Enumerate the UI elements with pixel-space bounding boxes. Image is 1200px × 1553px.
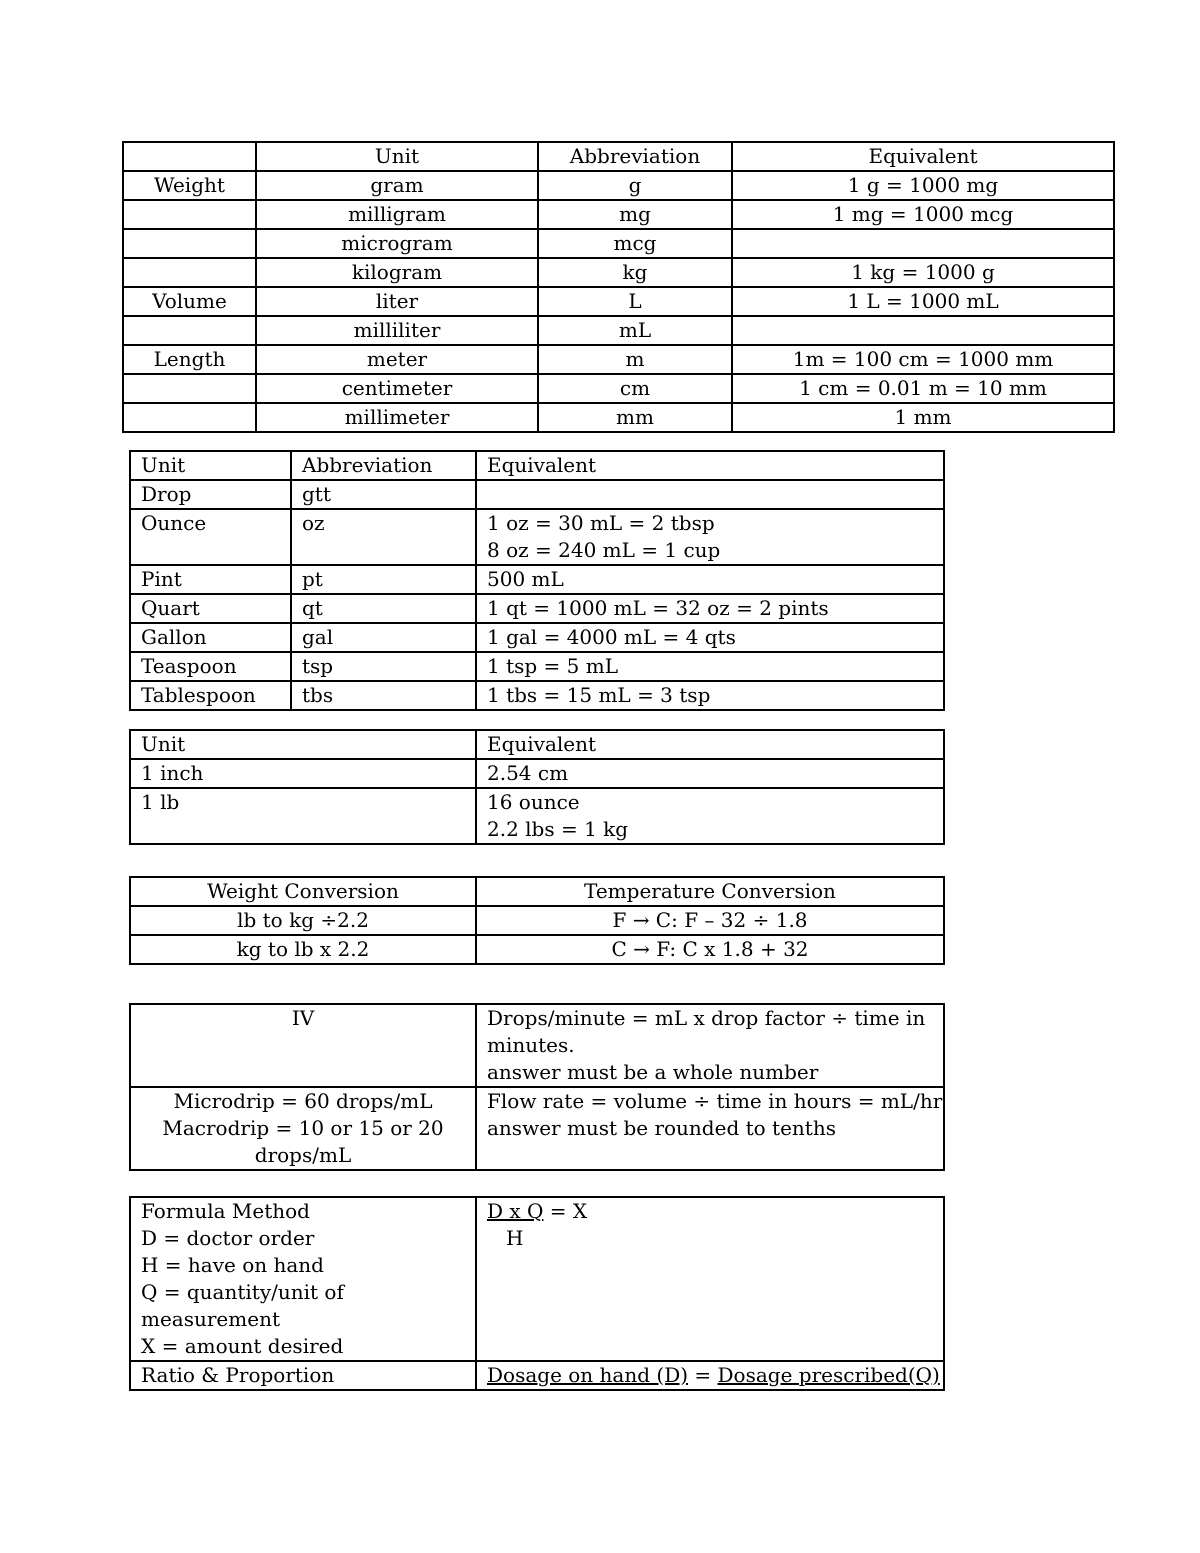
- equivalent-cell: [476, 480, 944, 509]
- formula-expression-top: [487, 1198, 933, 1225]
- table-row: [130, 759, 944, 788]
- unit-cell: Quart: [130, 594, 291, 623]
- table-row: [123, 258, 1114, 287]
- abbreviation-cell: qt: [291, 594, 476, 623]
- header-cell: Equivalent: [476, 730, 944, 759]
- equivalent-line: 16 ounce: [487, 790, 580, 814]
- table-row: [123, 287, 1114, 316]
- equivalent-cell: 1 gal = 4000 mL = 4 qts: [476, 623, 944, 652]
- equivalent-cell: 1 L = 1000 mL: [732, 287, 1114, 316]
- conversion-table: [129, 876, 945, 965]
- equivalent-cell: 1 qt = 1000 mL = 32 oz = 2 pints: [476, 594, 944, 623]
- table-row: [130, 1004, 944, 1087]
- drops-formula-cell: [476, 1004, 944, 1087]
- equivalent-cell: 1 tsp = 5 mL: [476, 652, 944, 681]
- formula-result: = X: [543, 1199, 588, 1223]
- unit-cell: centimeter: [256, 374, 538, 403]
- table-row: [130, 652, 944, 681]
- formula-line: Flow rate = volume ÷ time in hours = mL/hr: [487, 1089, 943, 1113]
- equivalent-line: 8 oz = 240 mL = 1 cup: [487, 538, 721, 562]
- equivalent-cell: 1 tbs = 15 mL = 3 tsp: [476, 681, 944, 710]
- unit-cell: 1 inch: [130, 759, 476, 788]
- table-row: [123, 345, 1114, 374]
- formula-line: answer must be rounded to tenths: [487, 1116, 836, 1140]
- table-header-row: [123, 142, 1114, 171]
- table-row: [130, 788, 944, 844]
- unit-cell: Gallon: [130, 623, 291, 652]
- method-line: H = have on hand: [141, 1253, 324, 1277]
- unit-cell: millimeter: [256, 403, 538, 432]
- unit-cell: Tablespoon: [130, 681, 291, 710]
- table-row: [130, 1087, 944, 1170]
- method-line: X = amount desired: [141, 1334, 344, 1358]
- category-cell: [123, 229, 256, 258]
- equivalent-cell: 1 kg = 1000 g: [732, 258, 1114, 287]
- unit-cell: liter: [256, 287, 538, 316]
- table-row: [123, 171, 1114, 200]
- unit-cell: Drop: [130, 480, 291, 509]
- table-row: [123, 374, 1114, 403]
- unit-cell: Ounce: [130, 509, 291, 565]
- ratio-label-cell: Ratio & Proportion: [130, 1361, 476, 1390]
- drip-rates-cell: [130, 1087, 476, 1170]
- weight-conversion-cell: kg to lb x 2.2: [130, 935, 476, 964]
- equivalent-cell: [476, 788, 944, 844]
- abbreviation-cell: cm: [538, 374, 732, 403]
- abbreviation-cell: gtt: [291, 480, 476, 509]
- equivalent-cell: [732, 229, 1114, 258]
- iv-table: [129, 1003, 945, 1171]
- unit-cell: gram: [256, 171, 538, 200]
- formula-method-table: [129, 1196, 945, 1391]
- category-cell: [123, 403, 256, 432]
- header-cell: Unit: [130, 730, 476, 759]
- equivalent-cell: 1 mm: [732, 403, 1114, 432]
- formula-line: Drops/minute = mL x drop factor ÷ time in: [487, 1006, 926, 1030]
- abbreviation-cell: kg: [538, 258, 732, 287]
- table-row: [123, 200, 1114, 229]
- formula-line: minutes.: [487, 1033, 575, 1057]
- ratio-expression-cell: [476, 1361, 944, 1390]
- table-row: [130, 935, 944, 964]
- ratio-equals: =: [688, 1363, 718, 1387]
- abbreviation-cell: m: [538, 345, 732, 374]
- formula-line: answer must be a whole number: [487, 1060, 819, 1084]
- header-cell: Temperature Conversion: [476, 877, 944, 906]
- abbreviation-cell: L: [538, 287, 732, 316]
- category-cell: Weight: [123, 171, 256, 200]
- abbreviation-cell: g: [538, 171, 732, 200]
- abbreviation-cell: tsp: [291, 652, 476, 681]
- header-cell: Weight Conversion: [130, 877, 476, 906]
- category-cell: [123, 374, 256, 403]
- abbreviation-cell: mg: [538, 200, 732, 229]
- header-cell: Equivalent: [732, 142, 1114, 171]
- unit-cell: 1 lb: [130, 788, 476, 844]
- header-cell: Unit: [130, 451, 291, 480]
- table-header-row: [130, 730, 944, 759]
- table-row: [130, 565, 944, 594]
- table-row: [130, 509, 944, 565]
- category-cell: [123, 200, 256, 229]
- method-line: Q = quantity/unit of: [141, 1280, 344, 1304]
- equivalent-cell: 1m = 100 cm = 1000 mm: [732, 345, 1114, 374]
- table-row: [130, 480, 944, 509]
- unit-cell: milliliter: [256, 316, 538, 345]
- equivalent-line: 1 oz = 30 mL = 2 tbsp: [487, 511, 715, 535]
- unit-cell: meter: [256, 345, 538, 374]
- abbreviation-cell: oz: [291, 509, 476, 565]
- equivalent-cell: 1 mg = 1000 mcg: [732, 200, 1114, 229]
- equivalent-cell: [732, 316, 1114, 345]
- table-row: [130, 1197, 944, 1361]
- category-cell: Volume: [123, 287, 256, 316]
- temperature-conversion-cell: C → F: C x 1.8 + 32: [476, 935, 944, 964]
- equivalent-cell: [476, 509, 944, 565]
- equivalent-cell: 2.54 cm: [476, 759, 944, 788]
- abbreviation-cell: mL: [538, 316, 732, 345]
- household-units-table: [129, 450, 945, 711]
- unit-cell: Teaspoon: [130, 652, 291, 681]
- table-header-row: [130, 877, 944, 906]
- unit-cell: milligram: [256, 200, 538, 229]
- method-line: measurement: [141, 1307, 280, 1331]
- table-row: [130, 594, 944, 623]
- drip-rate-line: Microdrip = 60 drops/mL: [173, 1089, 433, 1113]
- table-row: [130, 906, 944, 935]
- table-row: [123, 229, 1114, 258]
- equivalent-cell: 500 mL: [476, 565, 944, 594]
- other-units-table: [129, 729, 945, 845]
- drip-rate-line: drops/mL: [254, 1143, 352, 1167]
- equivalent-cell: 1 g = 1000 mg: [732, 171, 1114, 200]
- formula-denominator: H: [506, 1226, 524, 1250]
- equivalent-cell: 1 cm = 0.01 m = 10 mm: [732, 374, 1114, 403]
- category-cell: Length: [123, 345, 256, 374]
- unit-cell: microgram: [256, 229, 538, 258]
- category-cell: [123, 258, 256, 287]
- unit-cell: Pint: [130, 565, 291, 594]
- temperature-conversion-cell: F → C: F – 32 ÷ 1.8: [476, 906, 944, 935]
- table-row: [123, 403, 1114, 432]
- ratio-right: Dosage prescribed(Q): [717, 1363, 940, 1387]
- unit-cell: kilogram: [256, 258, 538, 287]
- category-cell: [123, 316, 256, 345]
- table-header-row: [130, 451, 944, 480]
- metric-units-table: [122, 141, 1115, 433]
- formula-method-cell: [130, 1197, 476, 1361]
- header-cell: [123, 142, 256, 171]
- equivalent-line: 2.2 lbs = 1 kg: [487, 817, 629, 841]
- header-cell: Unit: [256, 142, 538, 171]
- header-cell: Equivalent: [476, 451, 944, 480]
- header-cell: Abbreviation: [291, 451, 476, 480]
- weight-conversion-cell: lb to kg ÷2.2: [130, 906, 476, 935]
- abbreviation-cell: gal: [291, 623, 476, 652]
- abbreviation-cell: mm: [538, 403, 732, 432]
- method-line: Formula Method: [141, 1199, 310, 1223]
- formula-numerator: D x Q: [487, 1199, 544, 1223]
- table-row: [123, 316, 1114, 345]
- abbreviation-cell: mcg: [538, 229, 732, 258]
- ratio-left: Dosage on hand (D): [487, 1363, 689, 1387]
- method-line: D = doctor order: [141, 1226, 315, 1250]
- header-cell: Abbreviation: [538, 142, 732, 171]
- table-row: [130, 681, 944, 710]
- table-row: [130, 1361, 944, 1390]
- abbreviation-cell: tbs: [291, 681, 476, 710]
- drip-rate-line: Macrodrip = 10 or 15 or 20: [162, 1116, 444, 1140]
- formula-expression-cell: [476, 1197, 944, 1361]
- iv-label-cell: IV: [130, 1004, 476, 1087]
- table-row: [130, 623, 944, 652]
- abbreviation-cell: pt: [291, 565, 476, 594]
- flow-formula-cell: [476, 1087, 944, 1170]
